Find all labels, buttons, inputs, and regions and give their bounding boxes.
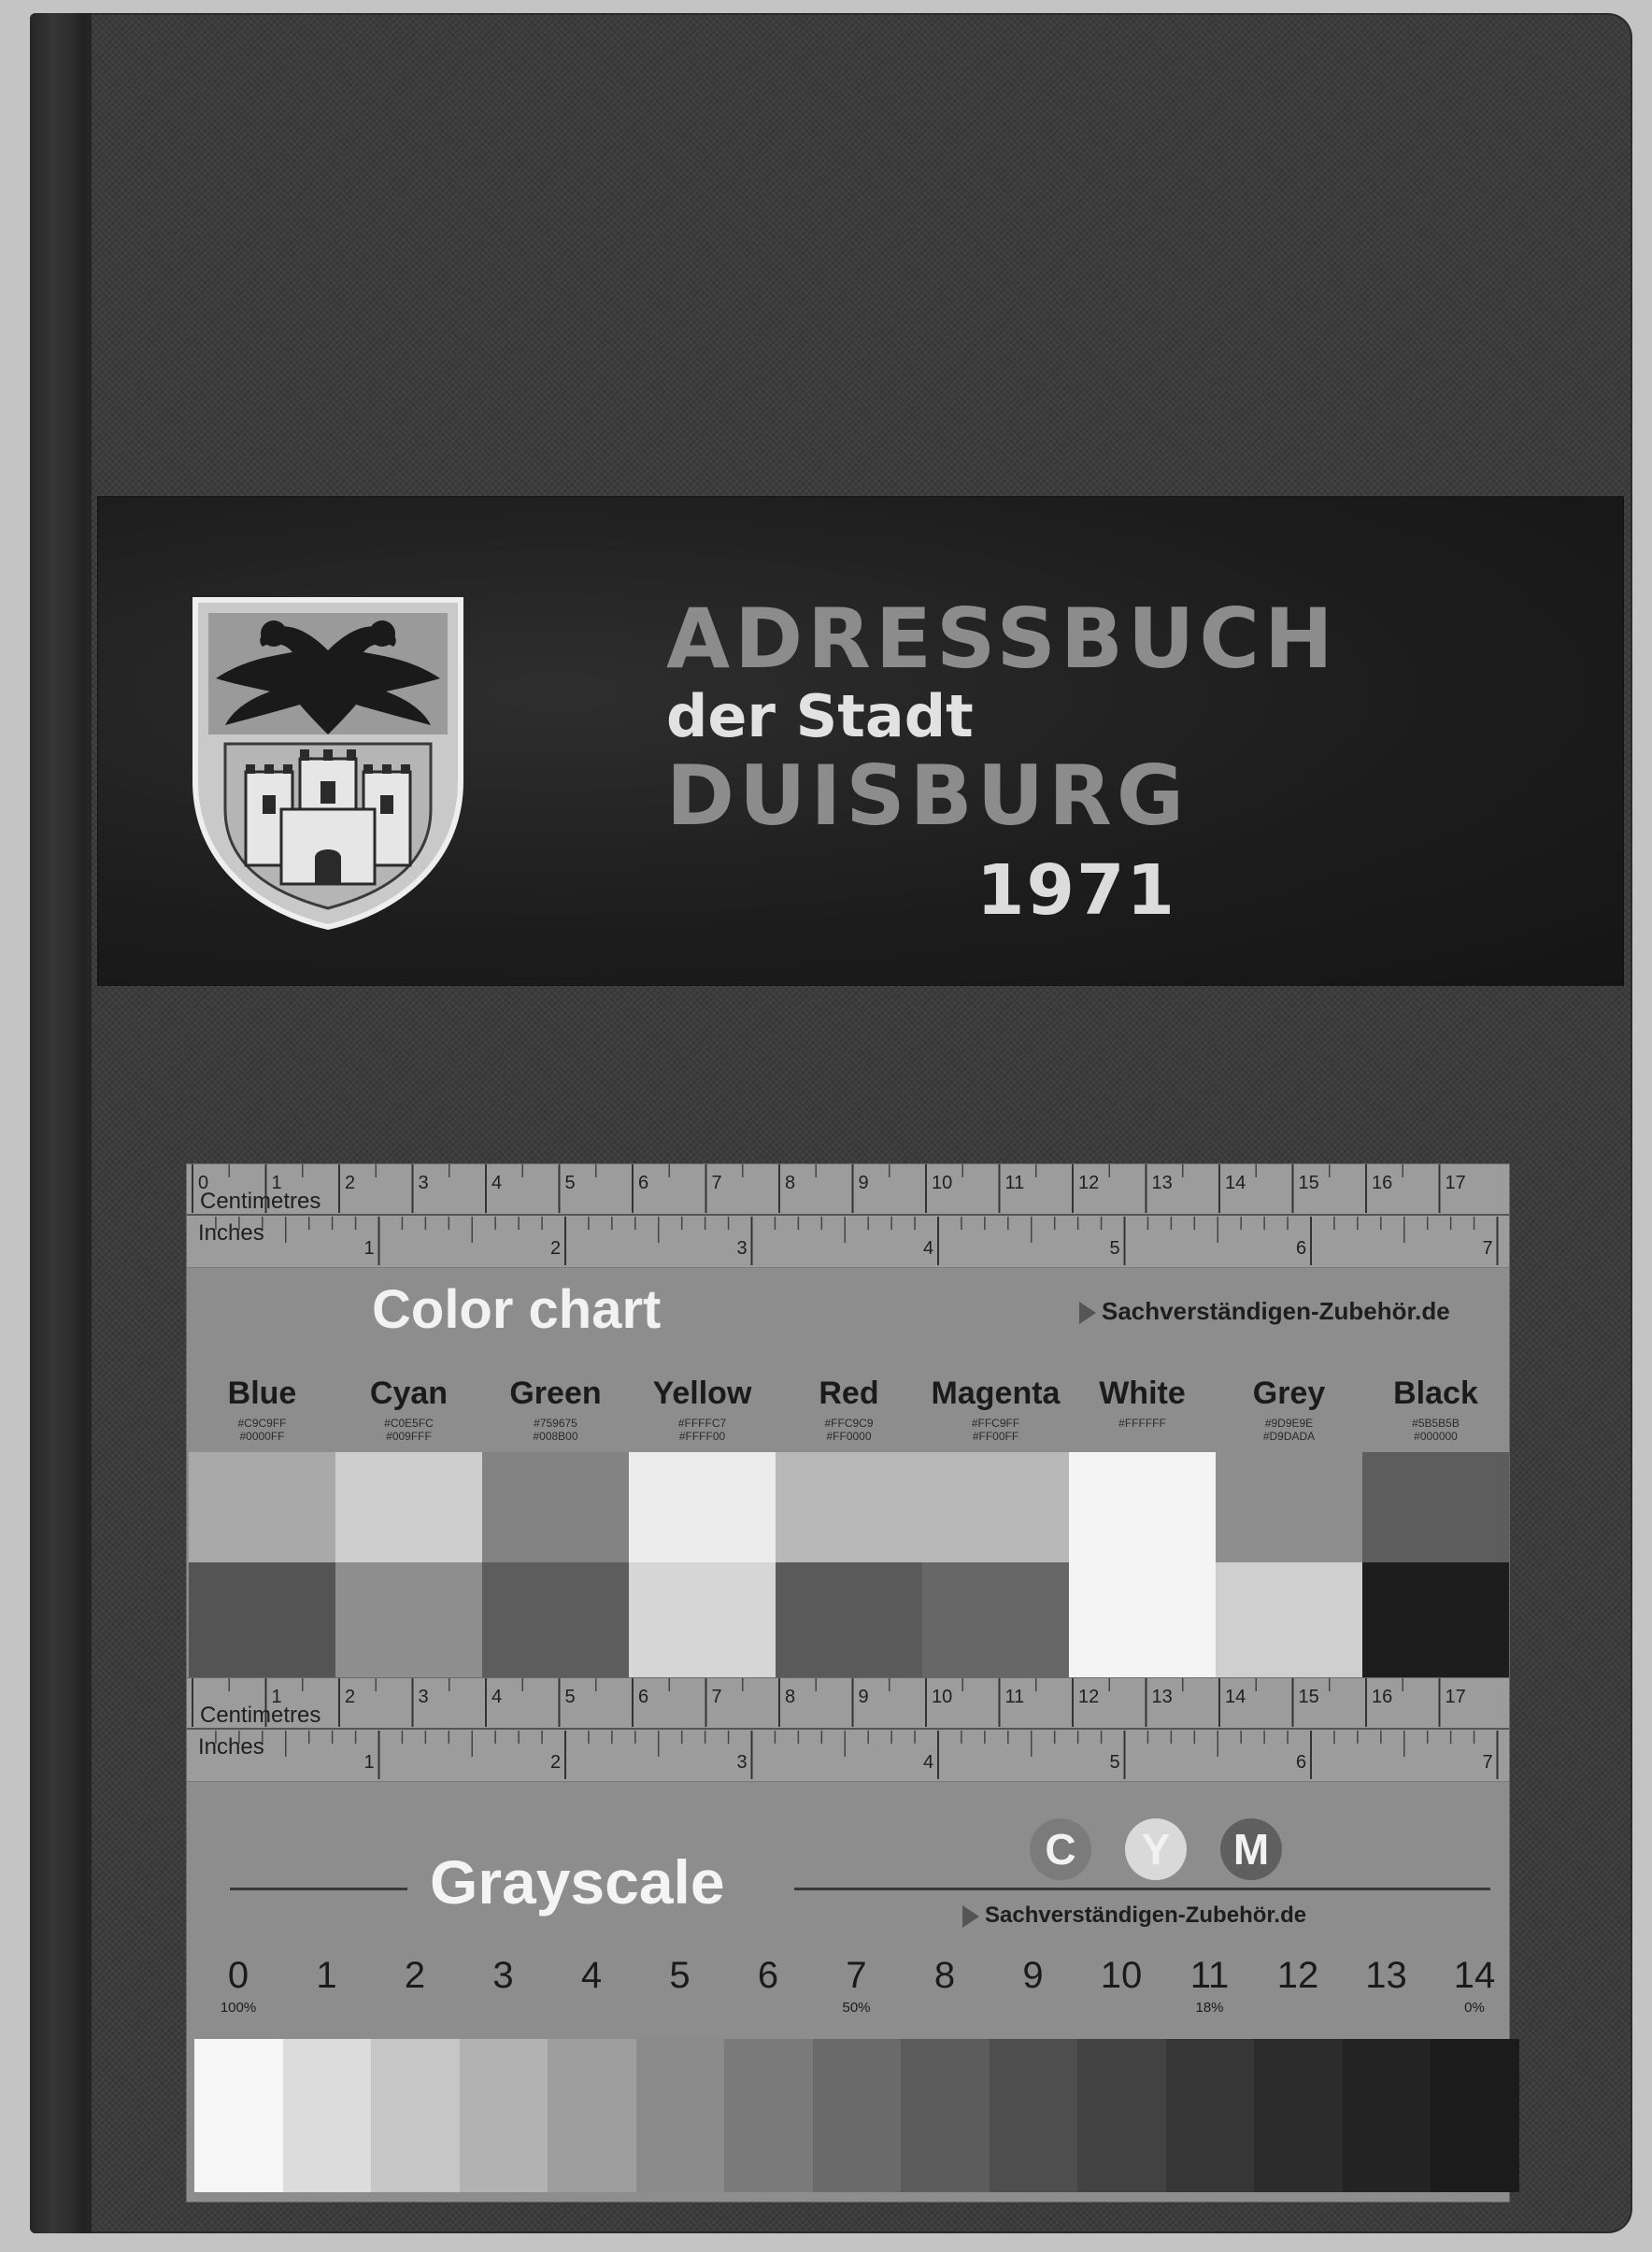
inch-number: 6 <box>1296 1752 1307 1773</box>
grayscale-step-number: 2 <box>404 1955 426 1996</box>
grayscale-patch <box>901 2039 990 2192</box>
cover-title-adressbuch: ADRESSBUCH <box>666 591 1338 687</box>
swatch-light-yellow <box>629 1452 776 1562</box>
cm-number: 1 <box>271 1173 282 1193</box>
swatch-full-cyan <box>335 1562 482 1678</box>
grayscale-step-number: 3 <box>492 1955 514 1996</box>
cm-number: 15 <box>1298 1687 1319 1707</box>
swatch-light-grey <box>1216 1452 1362 1562</box>
cm-number: 17 <box>1445 1687 1466 1707</box>
swatch-light-blue <box>189 1452 335 1562</box>
ruler-ticks <box>187 1164 1509 1267</box>
inch-number: 7 <box>1482 1752 1493 1773</box>
color-chart-title: Color chart <box>372 1279 662 1340</box>
cm-number: 11 <box>1004 1687 1025 1707</box>
swatch-full-magenta <box>922 1562 1069 1678</box>
grayscale-patch <box>283 2039 372 2192</box>
swatch-light-magenta <box>922 1452 1069 1562</box>
cm-number: 2 <box>345 1173 356 1193</box>
grayscale-percent-label: 50% <box>842 2000 871 2016</box>
book-spine <box>30 13 88 2233</box>
grayscale-percent-label: 100% <box>220 2000 257 2016</box>
grayscale-step-number: 9 <box>1022 1955 1044 1996</box>
cm-number: 8 <box>785 1173 796 1193</box>
cover-title-der-stadt: der Stadt <box>666 682 974 750</box>
grayscale-step-number: 14 <box>1453 1955 1496 1996</box>
cm-number: 16 <box>1372 1687 1393 1707</box>
color-hex-secondary: #0000FF <box>239 1430 285 1443</box>
cm-number: 13 <box>1151 1687 1173 1707</box>
brand-text-2: Sachverständigen-Zubehör.de <box>985 1903 1307 1928</box>
color-hex-primary: #FFFFC7 <box>677 1417 727 1430</box>
grayscale-rule-left <box>230 1888 407 1890</box>
swatch-full-grey <box>1216 1562 1362 1678</box>
grayscale-patch <box>636 2039 725 2192</box>
grayscale-step-number: 12 <box>1276 1955 1319 1996</box>
inch-label-2: Inches <box>198 1734 264 1760</box>
cm-number: 6 <box>638 1687 649 1707</box>
color-hex-primary: #C0E5FC <box>384 1417 434 1430</box>
color-hex-primary: #C9C9FF <box>237 1417 287 1430</box>
color-hex-primary: #FFFFFF <box>1118 1417 1166 1430</box>
color-name-magenta: Magenta <box>931 1375 1061 1411</box>
inch-number: 2 <box>550 1752 562 1773</box>
cm-label-2: Centimetres <box>200 1703 321 1728</box>
color-hex-cyan <box>335 1417 482 1443</box>
inch-number: 1 <box>363 1238 375 1259</box>
swatch-full-red <box>776 1562 922 1678</box>
inch-label: Inches <box>198 1220 264 1246</box>
color-hex-secondary: #008B00 <box>533 1430 578 1443</box>
grayscale-patch <box>1254 2039 1343 2192</box>
grayscale-step-number: 8 <box>933 1955 956 1996</box>
cm-number: 12 <box>1078 1687 1100 1707</box>
cm-number: 17 <box>1445 1173 1466 1193</box>
color-hex-primary: #FFC9FF <box>971 1417 1020 1430</box>
color-hex-secondary: #000000 <box>1414 1430 1458 1443</box>
color-hex-black <box>1362 1417 1509 1443</box>
color-name-red: Red <box>819 1375 879 1411</box>
grayscale-percent-label: 18% <box>1195 2000 1224 2016</box>
inch-number: 5 <box>1109 1238 1120 1259</box>
grayscale-patch <box>194 2039 283 2192</box>
cm-label: Centimetres <box>200 1189 321 1214</box>
inch-number: 5 <box>1109 1752 1120 1773</box>
cm-number: 1 <box>271 1687 282 1707</box>
grayscale-step-number: 6 <box>757 1955 779 1996</box>
cm-number: 3 <box>418 1173 429 1193</box>
color-hex-primary: #9D9E9E <box>1264 1417 1314 1430</box>
color-hex-secondary: #FFFF00 <box>678 1430 726 1443</box>
color-name-white: White <box>1099 1375 1186 1411</box>
color-hex-primary: #5B5B5B <box>1412 1417 1460 1430</box>
grayscale-step-number: 10 <box>1100 1955 1143 1996</box>
grayscale-step-number: 5 <box>669 1955 691 1996</box>
color-hex-secondary: #D9DADA <box>1262 1430 1316 1443</box>
swatch-light-black <box>1362 1452 1509 1562</box>
cm-number: 16 <box>1372 1173 1393 1193</box>
grayscale-patch <box>371 2039 460 2192</box>
cm-number: 10 <box>932 1687 953 1707</box>
ruler-ticks-2 <box>187 1678 1509 1781</box>
inch-number: 4 <box>923 1238 934 1259</box>
ruler-top <box>187 1164 1509 1268</box>
grayscale-step-number: 1 <box>316 1955 337 1996</box>
color-hex-grey <box>1216 1417 1362 1443</box>
arrow-logo-icon <box>1079 1302 1096 1324</box>
cm-number: 7 <box>711 1173 722 1193</box>
grayscale-step-number: 4 <box>580 1955 603 1996</box>
grayscale-patch <box>990 2039 1078 2192</box>
color-hex-magenta <box>922 1417 1069 1443</box>
grayscale-patch <box>1431 2039 1519 2192</box>
color-chart-card <box>187 1164 1509 1678</box>
inch-number: 7 <box>1482 1238 1493 1259</box>
color-name-grey: Grey <box>1252 1375 1326 1411</box>
cm-number: 2 <box>345 1687 356 1707</box>
color-chart-brand <box>1079 1297 1450 1326</box>
swatch-full-black <box>1362 1562 1509 1678</box>
color-name-blue: Blue <box>227 1375 297 1411</box>
swatch-full-blue <box>189 1562 335 1678</box>
grayscale-patch <box>724 2039 813 2192</box>
cover-label <box>98 497 1623 985</box>
grayscale-patch <box>1166 2039 1255 2192</box>
swatch-light-white <box>1069 1452 1216 1562</box>
grayscale-card <box>187 1678 1509 2202</box>
cm-number: 9 <box>858 1687 869 1707</box>
color-hex-primary: #FFC9C9 <box>824 1417 874 1430</box>
cym-c-badge: C <box>1030 1818 1091 1880</box>
cm-number: 7 <box>711 1687 722 1707</box>
color-hex-secondary: #FF00FF <box>972 1430 1019 1443</box>
ruler-bottom <box>187 1678 1509 1782</box>
grayscale-step-number: 11 <box>1189 1955 1230 1996</box>
cm-number: 13 <box>1151 1173 1173 1193</box>
cm-number: 4 <box>491 1173 503 1193</box>
swatch-light-cyan <box>335 1452 482 1562</box>
grayscale-rule-right <box>794 1888 1490 1890</box>
inch-number: 3 <box>736 1752 748 1773</box>
inch-number: 6 <box>1296 1238 1307 1259</box>
arrow-logo-icon-2 <box>962 1905 979 1928</box>
spine-hinge <box>86 13 92 2233</box>
coat-of-arms-icon <box>188 594 468 931</box>
cm-number: 12 <box>1078 1173 1100 1193</box>
grayscale-patch <box>1343 2039 1431 2192</box>
cm-number: 3 <box>418 1687 429 1707</box>
cym-m-badge: M <box>1220 1818 1282 1880</box>
grayscale-brand <box>962 1903 1306 1929</box>
color-hex-blue <box>189 1417 335 1443</box>
cm-number: 6 <box>638 1173 649 1193</box>
grayscale-step-number: 13 <box>1365 1955 1407 1996</box>
color-hex-yellow <box>629 1417 776 1443</box>
swatch-full-white <box>1069 1562 1216 1678</box>
cm-number: 14 <box>1225 1687 1246 1707</box>
inch-number: 3 <box>736 1238 748 1259</box>
color-name-cyan: Cyan <box>369 1375 449 1411</box>
inch-number: 4 <box>923 1752 934 1773</box>
grayscale-patch <box>460 2039 548 2192</box>
cym-y-badge: Y <box>1125 1818 1187 1880</box>
cm-number: 8 <box>785 1687 796 1707</box>
color-hex-white <box>1069 1417 1216 1430</box>
color-hex-red <box>776 1417 922 1443</box>
cm-number: 5 <box>564 1687 576 1707</box>
swatch-light-red <box>776 1452 922 1562</box>
grayscale-title: Grayscale <box>430 1847 725 1917</box>
cm-number: 14 <box>1225 1173 1246 1193</box>
color-name-green: Green <box>509 1375 602 1411</box>
cm-number: 5 <box>564 1173 576 1193</box>
color-labels <box>187 1375 1509 1460</box>
color-name-black: Black <box>1393 1375 1478 1411</box>
inch-number: 1 <box>363 1752 375 1773</box>
color-name-yellow: Yellow <box>652 1375 752 1411</box>
cm-number: 11 <box>1004 1173 1025 1193</box>
swatch-full-green <box>482 1562 629 1678</box>
swatch-full-yellow <box>629 1562 776 1678</box>
grayscale-percent-label: 0% <box>1464 2000 1485 2016</box>
swatch-light-green <box>482 1452 629 1562</box>
color-hex-green <box>482 1417 629 1443</box>
inch-number: 2 <box>550 1238 562 1259</box>
grayscale-patch <box>813 2039 902 2192</box>
color-hex-secondary: #009FFF <box>386 1430 432 1443</box>
grayscale-patch <box>548 2039 636 2192</box>
cm-number: 9 <box>858 1173 869 1193</box>
cm-number: 4 <box>491 1687 503 1707</box>
grayscale-patch <box>1077 2039 1166 2192</box>
color-hex-primary: #759675 <box>534 1417 577 1430</box>
cm-number: 10 <box>932 1173 953 1193</box>
cover-title-duisburg: DUISBURG <box>666 748 1189 844</box>
brand-text: Sachverständigen-Zubehör.de <box>1102 1297 1450 1325</box>
grayscale-step-number: 7 <box>846 1955 867 1996</box>
cm-number: 15 <box>1298 1173 1319 1193</box>
cover-year: 1971 <box>976 850 1176 931</box>
cm-number: 0 <box>198 1173 209 1193</box>
color-hex-secondary: #FF0000 <box>826 1430 872 1443</box>
grayscale-step-number: 0 <box>227 1955 249 1996</box>
